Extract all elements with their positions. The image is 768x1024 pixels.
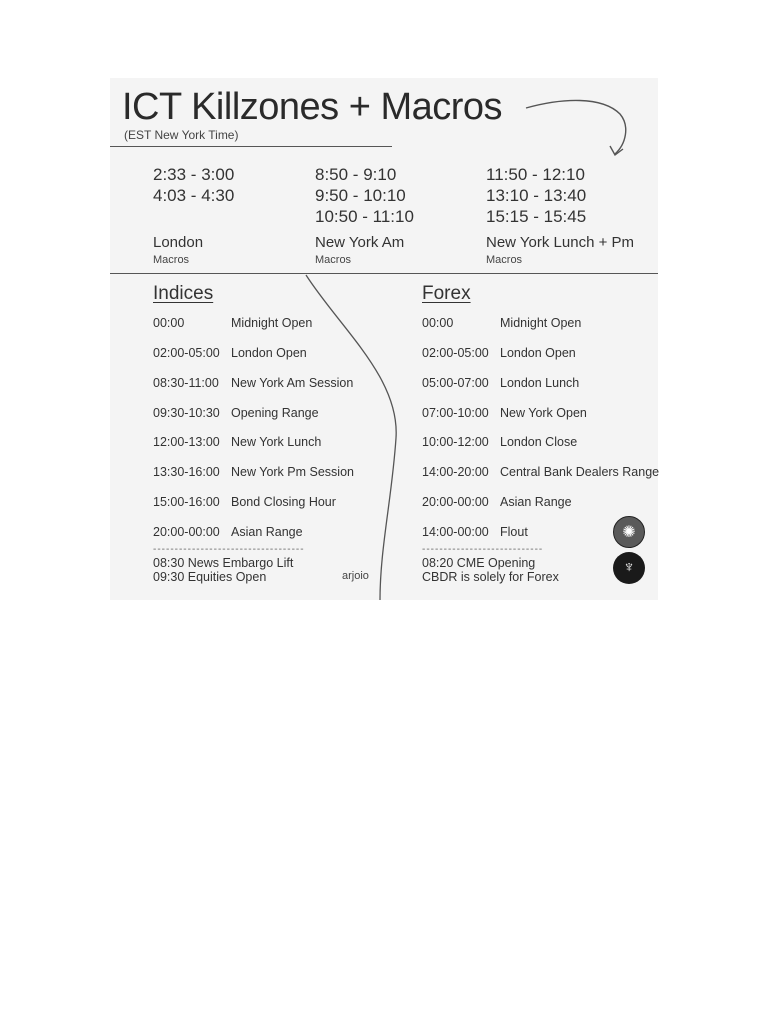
indices-notes-divider: ----------------------------------- [153,544,305,555]
list-item [422,346,576,360]
row-label: Asian Range [500,495,572,509]
page-subtitle: (EST New York Time) [124,128,239,142]
list-item [422,406,587,420]
macro-name: New York Lunch + Pm [486,234,635,251]
author-signature: arjoio [342,570,369,582]
row-label: New York Lunch [231,435,322,449]
list-item [153,465,354,479]
row-label: Bond Closing Hour [231,495,336,509]
emblem-icon: ♆ [613,552,645,584]
indices-note: 08:30 News Embargo Lift [153,556,294,570]
row-label: New York Open [500,406,587,420]
list-item [422,376,579,390]
row-label: New York Am Session [231,376,354,390]
row-label: London Open [500,346,576,360]
row-time: 14:00-20:00 [422,465,489,479]
killzones-card [110,78,658,600]
bull-icon: ✺ [613,516,645,548]
row-label: Central Bank Dealers Range [500,465,660,479]
row-label: London Lunch [500,376,580,390]
forex-title: Forex [422,283,471,304]
forex-note: CBDR is solely for Forex [422,570,559,584]
macro-time: 9:50 - 10:10 [315,186,406,205]
forex-note: 08:20 CME Opening [422,556,536,570]
macro-sub: Macros [486,254,523,266]
column-divider-curve [110,78,658,600]
macro-sub: Macros [315,254,352,266]
macro-time: 2:33 - 3:00 [153,165,235,184]
list-item [153,495,336,509]
list-item [422,435,577,449]
list-item [422,525,528,539]
row-label: Midnight Open [500,316,582,330]
row-label: Midnight Open [231,316,313,330]
list-item [153,346,307,360]
row-time: 02:00-05:00 [153,346,220,360]
row-label: New York Pm Session [231,465,354,479]
macro-time: 8:50 - 9:10 [315,165,397,184]
row-time: 07:00-10:00 [422,406,489,420]
forex-notes-divider: ---------------------------- [422,544,544,555]
indices-title: Indices [153,283,214,304]
list-item [153,525,303,539]
macro-time: 10:50 - 11:10 [315,207,414,226]
row-time: 12:00-13:00 [153,435,220,449]
row-time: 13:30-16:00 [153,465,220,479]
row-label: London Close [500,435,578,449]
indices-note: 09:30 Equities Open [153,570,267,584]
row-label: Flout [500,525,528,539]
list-item [153,435,321,449]
row-time: 09:30-10:30 [153,406,220,420]
list-item [153,316,312,330]
list-item [422,316,581,330]
macro-time: 11:50 - 12:10 [486,165,585,184]
macro-time: 15:15 - 15:45 [486,207,587,226]
list-item [422,465,659,479]
page-title: ICT Killzones + Macros [122,86,503,128]
row-time: 20:00-00:00 [422,495,489,509]
row-time: 20:00-00:00 [153,525,220,539]
row-time: 10:00-12:00 [422,435,489,449]
row-time: 05:00-07:00 [422,376,489,390]
macro-time: 4:03 - 4:30 [153,186,235,205]
list-item [422,495,572,509]
row-time: 08:30-11:00 [153,376,219,390]
row-label: London Open [231,346,307,360]
macro-name: New York Am [315,234,405,251]
row-time: 00:00 [422,316,454,330]
row-time: 00:00 [153,316,185,330]
row-label: Asian Range [231,525,303,539]
row-time: 14:00-00:00 [422,525,489,539]
row-time: 02:00-05:00 [422,346,489,360]
list-item [153,376,353,390]
macro-time: 13:10 - 13:40 [486,186,587,205]
list-item [153,406,319,420]
macro-name: London [153,234,204,251]
row-label: Opening Range [231,406,319,420]
macro-sub: Macros [153,254,190,266]
row-time: 15:00-16:00 [153,495,220,509]
